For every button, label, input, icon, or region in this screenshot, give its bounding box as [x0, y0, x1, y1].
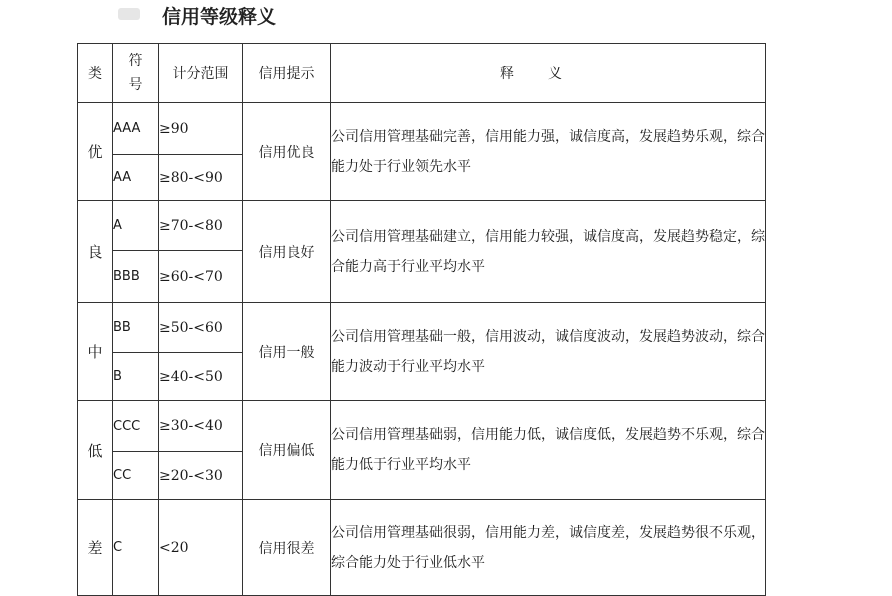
- description-cell: 公司信用管理基础很弱，信用能力差，诚信度差，发展趋势很不乐观，综合能力处于行业低水平: [331, 500, 766, 596]
- header-symbol-text: 符号: [128, 53, 143, 93]
- table-row: [78, 201, 766, 251]
- table-row: [78, 103, 766, 155]
- hint-cell: 信用偏低: [243, 401, 331, 500]
- description-cell: 公司信用管理基础建立，信用能力较强，诚信度高，发展趋势稳定，综合能力高于行业平均水平: [331, 201, 766, 303]
- range-cell: ≥60-<70: [159, 251, 243, 303]
- scan-smudge: [118, 8, 140, 20]
- symbol-cell: A: [113, 201, 159, 251]
- description-cell: 公司信用管理基础一般，信用波动，诚信度波动，发展趋势波动，综合能力波动于行业平均水平: [331, 303, 766, 401]
- hint-cell: 信用优良: [243, 103, 331, 201]
- symbol-cell: CC: [113, 452, 159, 500]
- category-cell: 良: [78, 201, 113, 303]
- category-cell: 优: [78, 103, 113, 201]
- symbol-cell: AAA: [113, 103, 159, 155]
- hint-cell: 信用一般: [243, 303, 331, 401]
- description-cell: 公司信用管理基础完善，信用能力强，诚信度高，发展趋势乐观，综合能力处于行业领先水平: [331, 103, 766, 201]
- header-description: 释义: [331, 44, 766, 103]
- category-cell: 低: [78, 401, 113, 500]
- symbol-cell: CCC: [113, 401, 159, 452]
- hint-cell: 信用良好: [243, 201, 331, 303]
- range-cell: ≥40-<50: [159, 353, 243, 401]
- range-cell: ≥90: [159, 103, 243, 155]
- header-hint: 信用提示: [243, 44, 331, 103]
- category-cell: 中: [78, 303, 113, 401]
- range-cell: ≥50-<60: [159, 303, 243, 353]
- description-cell: 公司信用管理基础弱，信用能力低，诚信度低，发展趋势不乐观，综合能力低于行业平均水平: [331, 401, 766, 500]
- symbol-cell: B: [113, 353, 159, 401]
- credit-rating-table: [77, 43, 766, 596]
- hint-cell: 信用很差: [243, 500, 331, 596]
- header-score-range: 计分范围: [159, 44, 243, 103]
- header-symbol: [113, 44, 159, 103]
- range-cell: ≥20-<30: [159, 452, 243, 500]
- range-cell: <20: [159, 500, 243, 596]
- table-row: [78, 303, 766, 353]
- page-title: 信用等级释义: [162, 6, 277, 28]
- symbol-cell: BB: [113, 303, 159, 353]
- symbol-cell: C: [113, 500, 159, 596]
- range-cell: ≥70-<80: [159, 201, 243, 251]
- category-cell: 差: [78, 500, 113, 596]
- symbol-cell: AA: [113, 155, 159, 201]
- header-category: 类: [78, 44, 113, 103]
- range-cell: ≥30-<40: [159, 401, 243, 452]
- range-cell: ≥80-<90: [159, 155, 243, 201]
- table-row: [78, 401, 766, 452]
- table-row: [78, 500, 766, 596]
- header-row: [78, 44, 766, 103]
- symbol-cell: BBB: [113, 251, 159, 303]
